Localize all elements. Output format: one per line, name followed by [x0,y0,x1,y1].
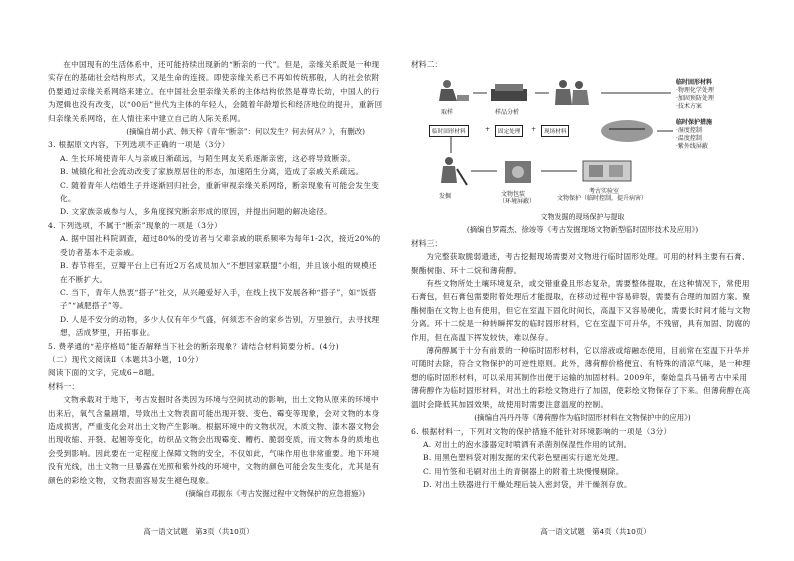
material-1-source: (摘编自邓振东《考古发掘过程中文物保护的应急措施》) [185,489,365,498]
material-3-label: 材料三： [411,238,443,248]
right-mid-item-3: ·紫外线屏蔽 [676,143,708,151]
page-3-footer: 高一语文试题 第3页（共10页） [143,527,254,536]
section-2-heading: （二）现代文阅读Ⅱ（本题共3小题，10分） [48,354,204,364]
flow-arrows [411,75,751,209]
material-3-paragraph-3: 薄荷醇属于十分有前景的一种临时固形材料，它以溶液或熔融态使用，目前常在室温下升华并可随时去除，符合文物保护的可逆性原则。此外，薄荷醇价格便宜、有特殊的清凉气味，是一种理想的临时固形材料，可以采用其制作出便于运输的加固材料。2009年，秦始皇兵马俑考古中采用薄荷醇作为临时固形材料，对出土的彩绘文物进行了加固，使彩绘文物保存了下来。但薄荷醇在高温时会降低其加固效果，故使用时需要注意温度的控制。 [411,346,751,409]
right-mid-title: 临时保护措施 [676,119,713,127]
question-6-option-b: B. 用黑色塑料袋对刚发掘的宋代彩色壁画实行遮光处理。 [423,453,624,463]
material-2-label: 材料二： [411,60,443,69]
right-top-item-3: ·技术方案 [676,103,702,111]
question-3-option-b: B. 城镇化和社会流动改变了家族原居住的形态，加速陌生分离，造成了亲戚关系疏远。 [60,167,364,177]
label-env-shield: （环境屏蔽） [499,198,536,206]
material-1-paragraph: 文物承载对于地下，考古发掘时各类因为环境与空间扰动的影响，出土文物从原来的环境中出来后，氧气含量剧增，导致出土文物表面可能出现开裂、变色、霉变等现象，会对文物的本身造成损害，严重变化会对出土文物产生影响。根据环境中的文物状况，木质文物、漆木器文物会出现收缩、开裂、起翘等变化，纺织品文物会出现霉变、糟朽、脆弱变质，而文物本身的质地也会受到影响。因此要在一定程度上保障文物的安全，不仅如此，气味作用也非常重要。地下环境没有光线，出土文物一旦暴露在光照和紫外线的环境中，文物的颜色可能会发生变化，尤其是有颜色的彩绘文物，文物表面容易发生褪色现象。 [48,395,380,485]
label-sampling: 取样 [441,109,454,117]
intro-source: (摘编自胡小武、韩天梓《青年“断亲”：何以发生？何去何从？》，有删改) [126,127,365,137]
flow-plus-2: + [531,126,537,134]
excavation-diagram [411,75,754,209]
section-2-instruction: 阅读下面的文字，完成6~8题。 [48,368,160,378]
question-3-option-d: D. 文家族亲戚参与人，多角度探究断亲形成的原因，并提出问题的解决途径。 [60,207,333,217]
right-top-item-1: ·物理化学处理 [676,87,714,95]
right-mid-item-1: ·湿度控制 [676,127,702,135]
question-4-option-b: B. 春节将至，豆瓣平台上已有近2万名成员加入“不想回家联盟”小组，并且该小组的规模还在不断扩大。 [60,261,377,284]
right-page [397,0,794,561]
label-lab: 考古实验室 [589,188,620,196]
question-6-option-a: A. 对出土的泡水漆器定时喷洒有杀菌剂保湿性作用的试剂。 [423,439,632,449]
question-6-stem: 6. 根据材料一，下列对文物的保护措施不能针对环境影响的一项是（3分） [411,426,672,436]
right-top-title: 临时固形材料 [676,79,713,87]
diagram-caption: 文物发掘的现场保护与提取 [540,213,625,222]
material-3-source: (摘编自冯丹丹等《薄荷醇作为临时固形材料在文物保护中的应用》) [474,413,691,423]
question-4-stem: 4. 下列选项，不属于“断亲”现象的一项是（3分） [48,220,223,230]
question-6-option-d: D. 对出土铁器进行干燥处理后装入密封袋，并干燥剂存放。 [423,480,632,490]
question-4-option-c: C. 当下，青年人热衷“搭子”社交，从兴趣爱好入手，在线上找下发展各种“搭子”，如“饭搭子”“减肥搭子”等。 [60,287,377,311]
flow-box-fixing: 固定处理 [495,125,523,137]
question-4-option-a: A. 据中国社科院调查，超过80%的受访者与父辈亲戚的联系频率为每年1-2次，接近20%的受访者基本不走亲戚。 [60,234,381,257]
flow-box-fixing-material: 临时固形材料 [429,125,469,137]
label-protection: 文物保护（临时控制，提升病害） [557,195,648,203]
right-mid-item-2: ·温度控制 [676,135,702,143]
flow-plus-1: + [485,126,491,134]
material-3-paragraph-1: 为完整获取脆弱遗迹，考古挖掘现场需要对文物进行临时固形处理。可用的材料主要有石膏、聚酯树脂、环十二烷和薄荷醇。 [411,252,750,275]
question-5-stem: 5. 费孝通的“差序格局”能否解释当下社会的断亲现象？请结合材料简要分析。(4分) [48,341,340,351]
label-sample-analysis: 样品分析 [495,109,520,117]
question-3-stem: 3. 根据原文内容，下列选项不正确的一项是（3分） [48,140,230,150]
label-packaging: 文物包装 [501,191,526,199]
question-6-option-c: C. 用竹签和毛刷对出土的青铜器上的附着土块慢慢剔除。 [423,466,624,476]
intro-paragraph: 在中国现有的生活体系中，还可能持续出现新的“断亲的一代”。但是，亲缘关系既是一种现实存在的基础社会结构形式，又是生命的连接。即使亲缘关系已不再如传统那般，人的社会依附仍要通过亲缘关系网络来建立。在中国社会里亲缘关系的主体结构依然是尊卑长幼，中国人的行为逻辑也没有改变，以“00后”世代为主体的年轻人，会随着年龄增长和经济地位的提升，重新回归亲缘关系网络，在人情往来中建立自己的人际关系网。 [48,60,383,123]
material-2-source: (摘编自罗霞杰、徐竣等《考古发掘现场文物新型临时固形技术及应用》) [466,225,699,235]
material-1-label: 材料一： [48,381,80,391]
right-top-item-2: ·加固预防处理 [676,95,714,103]
question-3-option-a: A. 生长环境使青年人与亲戚日渐疏远，与陌生网友关系逐渐亲密，这必将导致断亲。 [60,153,356,163]
flow-box-site-material: 现场材料 [541,125,569,137]
page-4-footer: 高一语文试题 第4页（共10页） [540,527,651,536]
label-excavate: 发掘 [439,193,452,201]
question-4-option-d: D. 人是不安分的动物，多少人仅有年少气盛，何须恋不舍的家乡告别，万里独行，去寻找理想，活成梦里，开拓事业。 [60,314,380,338]
material-3-paragraph-2: 有些文物所处土壤环境复杂，或交错重叠且形态复杂，需要整体提取，在这种情况下，常使用石膏包，但石膏包需要附着处理后才能提取，在移动过程中容易碎裂，需要有合理的加固方案。聚酯树脂在文物上也有使用，但它在室温下固化时间长，高温下又容易硬化，需要长时间才能与文物分离。环十二烷是一种转瞬挥发的临时固形材料，它在室温下可升华，不残留，具有加固、防腐的作用，但在高温下挥发较快，难以保存。 [411,279,751,342]
question-3-option-c: C. 随着青年人结婚生子并逐渐回归社会，重新审视亲缘关系网络，断亲现象有可能会发生变化。 [60,180,380,204]
